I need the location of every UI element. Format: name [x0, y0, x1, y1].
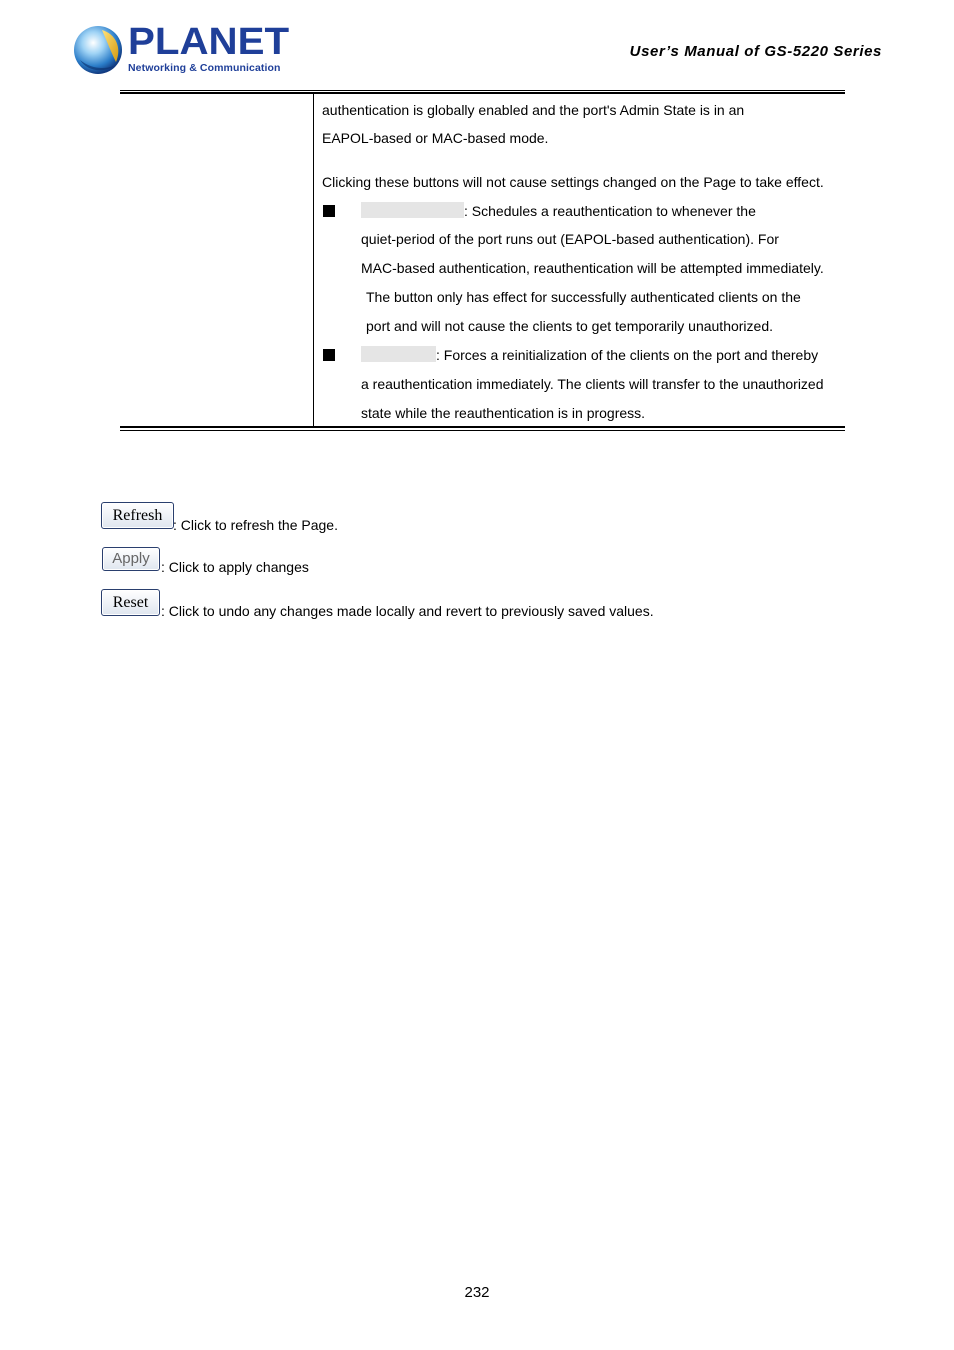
reset-description: : Click to undo any changes made locally and revert to previously saved values.	[161, 603, 654, 619]
page-number: 232	[464, 1284, 490, 1301]
table-text: : Forces a reinitialization of the clients on the port and thereby	[436, 347, 819, 363]
table-text: The button only has effect for successfully authenticated clients on the	[366, 289, 801, 305]
table-text: EAPOL-based or MAC-based mode.	[322, 130, 549, 146]
table-text: a reauthentication immediately. The clients will transfer to the unauthorized	[361, 376, 824, 392]
table-column-divider	[313, 94, 314, 427]
refresh-button[interactable]: Refresh	[101, 502, 174, 529]
bullet-square-icon	[323, 349, 335, 361]
table-bottom-rule	[120, 430, 845, 431]
reset-button[interactable]: Reset	[101, 589, 160, 616]
refresh-description: : Click to refresh the Page.	[173, 517, 338, 533]
globe-icon	[72, 24, 124, 76]
table-top-rule-thick	[120, 92, 845, 94]
table-text: quiet-period of the port runs out (EAPOL-based authentication). For	[361, 231, 779, 247]
logo-wordmark: PLANET	[128, 21, 290, 63]
reauthenticate-button-image	[361, 202, 464, 218]
bullet-square-icon	[323, 205, 335, 217]
manual-title: User’s Manual of GS-5220 Series	[629, 43, 882, 60]
reinitialize-button-image	[361, 346, 436, 362]
table-text: Clicking these buttons will not cause settings changed on the Page to take effect.	[322, 174, 824, 190]
table-text: state while the reauthentication is in progress.	[361, 405, 646, 421]
table-bottom-rule-thick	[120, 426, 845, 428]
apply-description: : Click to apply changes	[161, 559, 309, 575]
apply-button[interactable]: Apply	[102, 547, 160, 571]
table-text: authentication is globally enabled and the port's Admin State is in an	[322, 102, 745, 118]
logo-tagline: Networking & Communication	[128, 62, 281, 74]
planet-logo	[72, 21, 290, 78]
table-text: MAC-based authentication, reauthentication will be attempted immediately.	[361, 260, 824, 276]
table-text: port and will not cause the clients to get temporarily unauthorized.	[366, 318, 774, 334]
table-top-rule	[120, 90, 845, 91]
table-text: : Schedules a reauthentication to whenever the	[464, 203, 756, 219]
